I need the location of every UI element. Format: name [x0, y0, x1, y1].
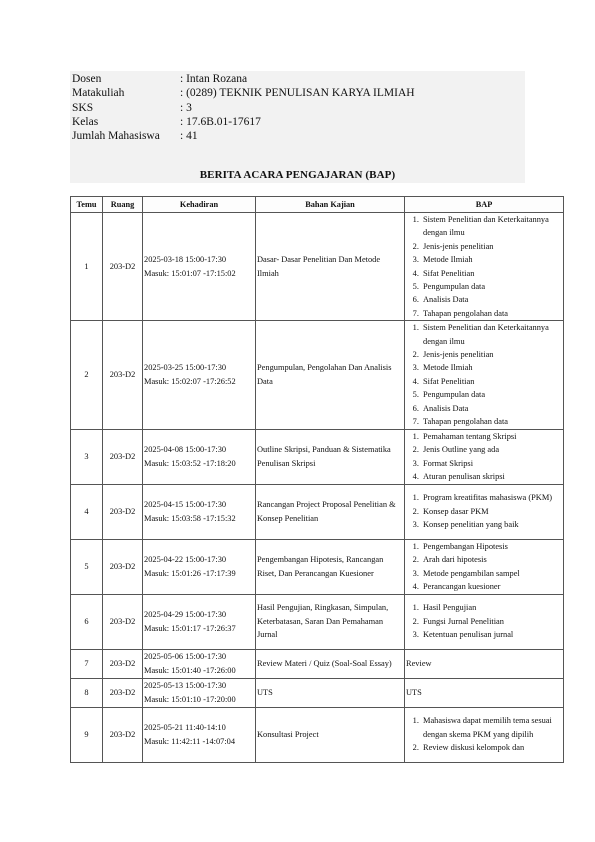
bap-list [406, 540, 562, 594]
list-item: 3. Format Skripsi [421, 457, 562, 470]
cell-temu: 6 [71, 594, 103, 649]
cell-bap: UTS [405, 678, 564, 707]
cell-bahan-kajian: UTS [256, 678, 405, 707]
cell-bahan-kajian: Outline Skripsi, Panduan & Sistematika Penulisan Skripsi [256, 429, 405, 484]
table-row [71, 429, 564, 484]
info-row [72, 115, 415, 129]
schedule-time: 2025-04-29 15:00-17:30 [144, 610, 227, 620]
list-item: 3. Metode Ilmiah [421, 361, 562, 374]
attendance-time: Masuk: 15:03:52 -17:18:20 [144, 458, 236, 468]
cell-ruang: 203-D2 [103, 213, 143, 321]
list-item: 4. Sifat Penelitian [421, 267, 562, 280]
list-item: 4. Perancangan kuesioner [421, 580, 562, 593]
info-label: SKS [72, 101, 94, 114]
table-header-row [71, 197, 564, 213]
list-item: 1. Sistem Penelitian dan Keterkaitannya dengan ilmu [421, 213, 562, 240]
list-item: 5. Pengumpulan data [421, 280, 562, 293]
attendance-time: Masuk: 15:03:58 -17:15:32 [144, 513, 236, 523]
table-row [71, 649, 564, 678]
cell-bap [405, 594, 564, 649]
table-row [71, 594, 564, 649]
list-item: 2. Jenis Outline yang ada [421, 443, 562, 456]
table-row [71, 707, 564, 762]
header-kehadiran: Kehadiran [143, 197, 256, 213]
cell-kehadiran [143, 484, 256, 539]
info-row [72, 86, 415, 100]
cell-kehadiran [143, 213, 256, 321]
table-row [71, 484, 564, 539]
cell-kehadiran [143, 321, 256, 429]
schedule-time: 2025-04-08 15:00-17:30 [144, 445, 227, 455]
bap-list [406, 601, 562, 641]
cell-bahan-kajian: Dasar- Dasar Penelitian Dan Metode Ilmiah [256, 213, 405, 321]
list-item: 1. Pemahaman tentang Skripsi [421, 430, 562, 443]
header-temu: Temu [71, 197, 103, 213]
cell-temu: 4 [71, 484, 103, 539]
table-row [71, 213, 564, 321]
cell-temu: 7 [71, 649, 103, 678]
list-item: 6. Analisis Data [421, 402, 562, 415]
cell-bap [405, 707, 564, 762]
info-label: Matakuliah [72, 87, 125, 100]
cell-temu: 2 [71, 321, 103, 429]
list-item: 5. Pengumpulan data [421, 388, 562, 401]
list-item: 7. Tahapan pengolahan data [421, 307, 562, 320]
cell-ruang: 203-D2 [103, 707, 143, 762]
list-item: 1. Hasil Pengujian [421, 601, 562, 614]
info-value: : 17.6B.01-17617 [180, 115, 261, 128]
bap-list [406, 321, 562, 428]
schedule-time: 2025-04-22 15:00-17:30 [144, 555, 227, 565]
cell-kehadiran [143, 678, 256, 707]
bap-list [406, 213, 562, 320]
list-item: 7. Tahapan pengolahan data [421, 415, 562, 428]
list-item: 1. Mahasiswa dapat memilih tema sesuai dengan skema PKM yang dipilih [421, 714, 562, 741]
cell-bahan-kajian: Pengumpulan, Pengolahan Dan Analisis Data [256, 321, 405, 429]
schedule-time: 2025-03-18 15:00-17:30 [144, 255, 227, 265]
table-row [71, 678, 564, 707]
info-row [72, 129, 415, 143]
cell-bap [405, 429, 564, 484]
list-item: 3. Ketentuan penulisan jurnal [421, 628, 562, 641]
cell-kehadiran [143, 594, 256, 649]
cell-bahan-kajian: Pengembangan Hipotesis, Rancangan Riset, Dan Perancangan Kuesioner [256, 539, 405, 594]
info-row [72, 101, 415, 115]
list-item: 2. Arah dari hipotesis [421, 553, 562, 566]
cell-kehadiran [143, 707, 256, 762]
list-item: 1. Sistem Penelitian dan Keterkaitannya dengan ilmu [421, 321, 562, 348]
list-item: 3. Konsep penelitian yang baik [421, 518, 562, 531]
info-value: : 41 [180, 130, 198, 143]
list-item: 2. Review diskusi kelompok dan [421, 741, 562, 754]
cell-bap: Review [405, 649, 564, 678]
bap-table [70, 196, 564, 763]
attendance-time: Masuk: 15:01:17 -17:26:37 [144, 623, 236, 633]
schedule-time: 2025-04-15 15:00-17:30 [144, 500, 227, 510]
cell-kehadiran [143, 539, 256, 594]
info-label: Dosen [72, 73, 102, 85]
cell-ruang: 203-D2 [103, 539, 143, 594]
attendance-time: Masuk: 11:42:11 -14:07:04 [144, 736, 236, 746]
cell-ruang: 203-D2 [103, 429, 143, 484]
attendance-time: Masuk: 15:02:07 -17:26:52 [144, 376, 236, 386]
cell-ruang: 203-D2 [103, 649, 143, 678]
schedule-time: 2025-05-21 11:40-14:10 [144, 723, 226, 733]
bap-list [406, 430, 562, 484]
attendance-time: Masuk: 15:01:40 -17:26:00 [144, 665, 236, 675]
list-item: 3. Metode pengambilan sampel [421, 567, 562, 580]
list-item: 1. Program kreatifitas mahasiswa (PKM) [421, 491, 562, 504]
cell-bahan-kajian: Rancangan Project Proposal Penelitian & Konsep Penelitian [256, 484, 405, 539]
header-bap: BAP [405, 197, 564, 213]
document-title: BERITA ACARA PENGAJARAN (BAP) [199, 169, 396, 181]
cell-ruang: 203-D2 [103, 321, 143, 429]
header-bahan-kajian: Bahan Kajian [256, 197, 405, 213]
cell-bahan-kajian: Hasil Pengujian, Ringkasan, Simpulan, Keterbatasan, Saran Dan Pemahaman Jurnal [256, 594, 405, 649]
cell-ruang: 203-D2 [103, 484, 143, 539]
schedule-time: 2025-05-06 15:00-17:30 [144, 652, 227, 662]
cell-bap [405, 213, 564, 321]
cell-bahan-kajian: Review Materi / Quiz (Soal-Soal Essay) [256, 649, 405, 678]
schedule-time: 2025-03-25 15:00-17:30 [144, 363, 227, 373]
list-item: 2. Jenis-jenis penelitian [421, 240, 562, 253]
attendance-time: Masuk: 15:01:10 -17:20:00 [144, 694, 236, 704]
info-value: : Intan Rozana [180, 73, 248, 85]
cell-temu: 1 [71, 213, 103, 321]
list-item: 2. Jenis-jenis penelitian [421, 348, 562, 361]
attendance-time: Masuk: 15:01:26 -17:17:39 [144, 568, 236, 578]
table-row [71, 539, 564, 594]
list-item: 6. Analisis Data [421, 293, 562, 306]
bap-list [406, 491, 562, 531]
list-item: 1. Pengembangan Hipotesis [421, 540, 562, 553]
cell-temu: 9 [71, 707, 103, 762]
course-info [72, 72, 415, 143]
cell-kehadiran [143, 649, 256, 678]
cell-bap [405, 539, 564, 594]
bap-list [406, 714, 562, 754]
cell-temu: 5 [71, 539, 103, 594]
info-row [72, 72, 415, 86]
attendance-time: Masuk: 15:01:07 -17:15:02 [144, 268, 236, 278]
header-ruang: Ruang [103, 197, 143, 213]
list-item: 2. Konsep dasar PKM [421, 505, 562, 518]
list-item: 4. Sifat Penelitian [421, 375, 562, 388]
table-row [71, 321, 564, 429]
info-label: Jumlah Mahasiswa [72, 130, 160, 143]
cell-kehadiran [143, 429, 256, 484]
cell-ruang: 203-D2 [103, 594, 143, 649]
info-value: : 3 [180, 101, 192, 114]
cell-temu: 8 [71, 678, 103, 707]
info-label: Kelas [72, 115, 99, 128]
cell-bahan-kajian: Konsultasi Project [256, 707, 405, 762]
list-item: 4. Aturan penulisan skripsi [421, 470, 562, 483]
cell-temu: 3 [71, 429, 103, 484]
cell-bap [405, 484, 564, 539]
info-value: : (0289) TEKNIK PENULISAN KARYA ILMIAH [180, 87, 415, 100]
cell-ruang: 203-D2 [103, 678, 143, 707]
list-item: 2. Fungsi Jurnal Penelitian [421, 615, 562, 628]
cell-bap [405, 321, 564, 429]
schedule-time: 2025-05-13 15:00-17:30 [144, 681, 227, 691]
list-item: 3. Metode Ilmiah [421, 253, 562, 266]
